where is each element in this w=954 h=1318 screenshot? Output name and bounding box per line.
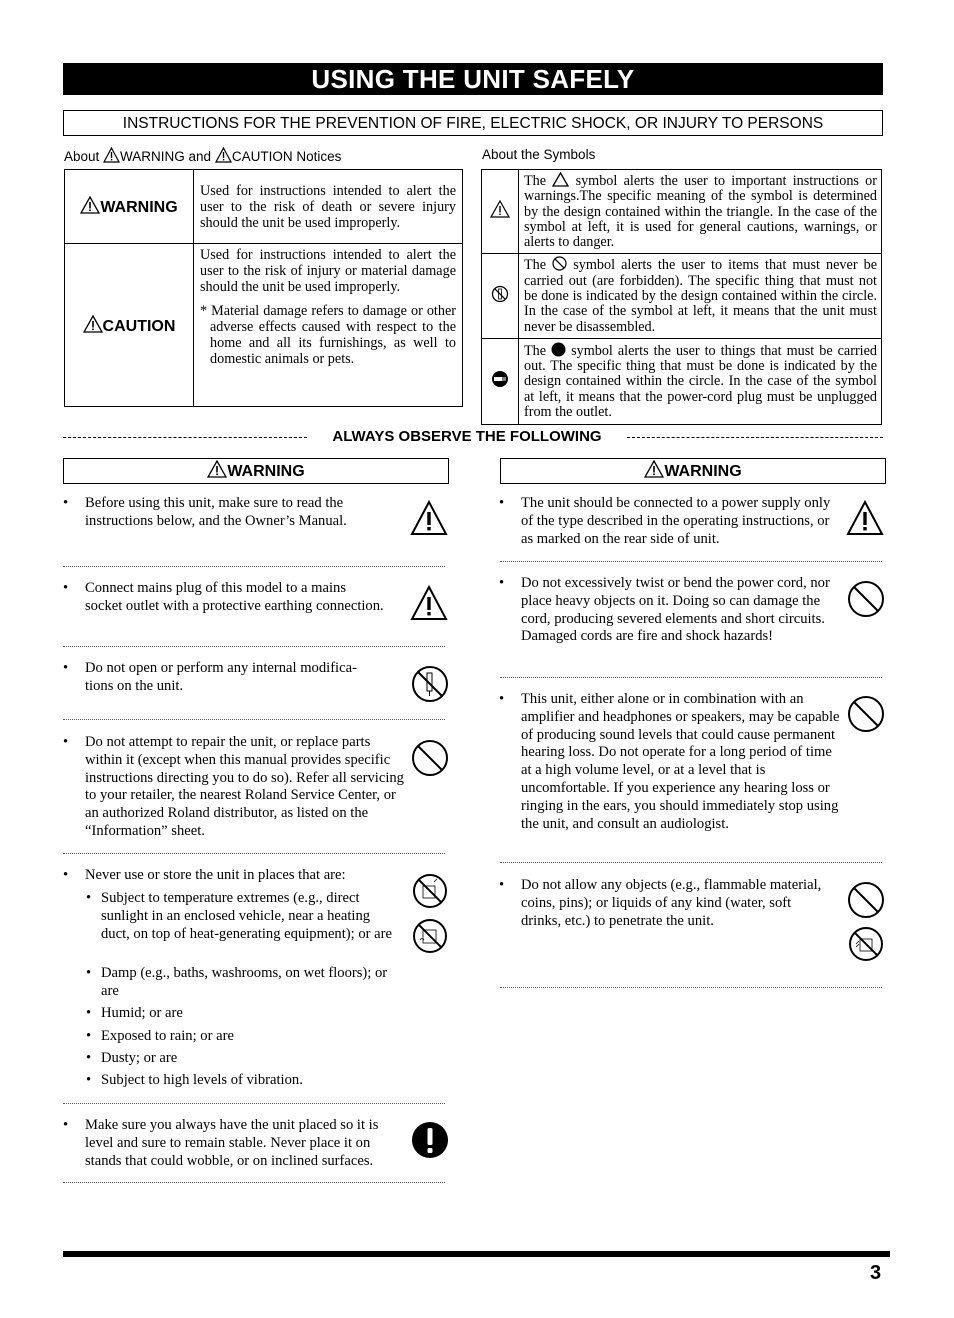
- bullet: •: [499, 691, 505, 707]
- prohibition-icon: [847, 695, 885, 733]
- dashed-rule: [63, 437, 307, 438]
- symbol-desc-prefix: The: [524, 257, 547, 274]
- left-warning-label: WARNING: [227, 463, 305, 480]
- footer-rule: [63, 1251, 890, 1257]
- bullet: •: [86, 1072, 92, 1088]
- symbol-cell-prohibit: [482, 254, 519, 338]
- left-warning-box: [63, 458, 449, 484]
- dotted-separator: [63, 719, 445, 720]
- no-disassembly-icon: [491, 285, 509, 303]
- no-water-icon: [412, 918, 448, 954]
- mandatory-exclamation-icon: [411, 1121, 449, 1159]
- bullet: •: [63, 580, 69, 596]
- filled-circle-icon: [551, 342, 566, 357]
- symbol-cell-mandatory: [482, 338, 519, 424]
- notices-heading-caution: CAUTION Notices: [231, 149, 342, 164]
- dotted-separator: [63, 646, 445, 647]
- list-item-text: Do not allow any objects (e.g., flammable material, coins, pins); or liquids of any kind (water, soft drinks, etc.) to penetrate the unit.: [521, 877, 822, 929]
- dashed-rule: [627, 437, 883, 438]
- unplug-icon: [491, 370, 509, 388]
- symbol-desc-text: symbol alerts the user to items that must never be carried out (are forbidden). The specific thing that must not be done is indicated by the design contained within the circle. In the case of the symbol at left, it means that the unit must never be disassembled.: [524, 257, 878, 335]
- bullet: •: [86, 1005, 92, 1021]
- dotted-separator: [500, 561, 882, 562]
- list-item-text: Do not excessively twist or bend the power cord, nor place heavy objects on it. Doing so can damage the cord, producing severed elements and short circuits. Damaged cords are fire and shock hazards!: [521, 575, 830, 645]
- page-title: USING THE UNIT SAFELY: [63, 63, 883, 95]
- caution-description: Used for instructions intended to alert the user to the risk of injury or material damage should the unit be used improperly.: [200, 247, 456, 295]
- bullet: •: [63, 660, 69, 676]
- alert-triangle-icon: [490, 200, 510, 218]
- list-item-text: Never use or store the unit in places that are:: [85, 867, 346, 883]
- warning-triangle-icon: [207, 460, 227, 478]
- right-warning-label: WARNING: [664, 463, 742, 480]
- sublist-item-text: Humid; or are: [101, 1005, 183, 1021]
- dotted-separator: [63, 566, 445, 567]
- dotted-separator: [500, 862, 882, 863]
- bullet: •: [86, 890, 92, 906]
- observe-heading: ALWAYS OBSERVE THE FOLLOWING: [317, 428, 617, 445]
- observe-divider: [63, 428, 883, 446]
- caution-label: CAUTION: [102, 317, 176, 335]
- symbol-desc-prefix: The: [524, 342, 547, 359]
- bullet: •: [63, 1117, 69, 1133]
- section-subtitle: INSTRUCTIONS FOR THE PREVENTION OF FIRE, ELECTRIC SHOCK, OR INJURY TO PERSONS: [63, 110, 883, 136]
- caution-note: * Material damage refers to damage or other adverse effects caused with respect to the home and all its furnishings, as well to domestic animals or pets.: [200, 303, 456, 367]
- warning-triangle-icon: [215, 147, 232, 163]
- warning-triangle-icon: [103, 147, 120, 163]
- no-liquids-icon: [848, 926, 884, 962]
- page-number: 3: [870, 1262, 882, 1284]
- caution-label-cell: [65, 244, 194, 407]
- prohibition-icon: [411, 739, 449, 777]
- bullet: •: [86, 965, 92, 981]
- caution-triangle-icon: [83, 315, 103, 333]
- bullet: •: [499, 495, 505, 511]
- list-item-text: Connect mains plug of this model to a mains socket outlet with a protective earthing connection.: [85, 580, 384, 614]
- prohibition-icon: [552, 256, 567, 271]
- bullet: •: [86, 1028, 92, 1044]
- symbols-table: [481, 169, 882, 425]
- dotted-separator: [500, 987, 882, 988]
- dotted-separator: [63, 853, 445, 854]
- right-warning-box: [500, 458, 886, 484]
- no-heat-icon: [412, 873, 448, 909]
- sublist-item-text: Damp (e.g., baths, washrooms, on wet floors); or are: [101, 965, 388, 999]
- warning-triangle-icon: [644, 460, 664, 478]
- bullet: •: [86, 1050, 92, 1066]
- warning-triangle-icon: [80, 196, 100, 214]
- symbol-desc-prefix: The: [524, 173, 547, 189]
- symbol-cell-triangle: [482, 170, 519, 254]
- sublist-item-text: Exposed to rain; or are: [101, 1028, 234, 1044]
- warning-triangle-icon: [846, 500, 884, 536]
- symbol-desc-prohibit: [519, 254, 882, 338]
- bullet: •: [499, 877, 505, 893]
- prohibition-icon: [847, 580, 885, 618]
- dotted-separator: [500, 677, 882, 678]
- notices-heading-warning: WARNING and: [120, 149, 212, 164]
- symbol-desc-text: symbol alerts the user to things that must be carried out. The specific thing that must be done is indicated by the design contained within the circle. In the case of the symbol at left, it means that the power-cord plug must be unplugged from the outlet.: [524, 342, 878, 420]
- notices-table: [64, 169, 463, 407]
- bullet: •: [63, 867, 69, 883]
- warning-label: WARNING: [100, 199, 178, 216]
- symbol-desc-mandatory: [519, 338, 882, 424]
- bullet: •: [63, 734, 69, 750]
- symbol-desc-triangle: [519, 170, 882, 254]
- list-item-text: The unit should be connected to a power supply only of the type described in the operating instructions, or as marked on the rear side of unit.: [521, 495, 831, 547]
- triangle-icon: [552, 172, 569, 187]
- list-item-text: Do not attempt to repair the unit, or replace parts within it (except when this manual provides specific instructions directing you to do so). Refer all servicing to your retailer, the nearest Roland Service Center, or an authorized Roland distributor, as listed on the “Information” sheet.: [85, 734, 404, 839]
- prohibition-icon: [847, 881, 885, 919]
- dotted-separator: [63, 1103, 445, 1104]
- symbols-heading: About the Symbols: [482, 147, 596, 162]
- warning-triangle-icon: [410, 500, 448, 536]
- warning-label-cell: [65, 170, 194, 244]
- list-item-text: This unit, either alone or in combination with an amplifier and headphones or speakers, may be capable of producing sound levels that could cause permanent hearing loss. Do not operate for a long period of time at a high volume level, or at a level that is uncomfortable. If you experience any hearing loss or ringing in the ears, you should immediately stop using the unit, and consult an audiologist.: [521, 691, 840, 832]
- warning-description: Used for instructions intended to alert the user to the risk of death or severe injury should the unit be used improperly.: [194, 170, 463, 244]
- sublist-item-text: Dusty; or are: [101, 1050, 178, 1066]
- list-item-text: Before using this unit, make sure to read the instructions below, and the Owner’s Manual.: [85, 495, 347, 529]
- warning-triangle-icon: [410, 585, 448, 621]
- no-disassembly-icon: [411, 665, 449, 703]
- sublist-item-text: Subject to temperature extremes (e.g., direct sunlight in an enclosed vehicle, near a heating duct, on top of heat-generating equipment); or are: [101, 890, 392, 942]
- list-item-text: Do not open or perform any internal modifica- tions on the unit.: [85, 660, 357, 694]
- bullet: •: [63, 495, 69, 511]
- list-item-text: Make sure you always have the unit placed so it is level and sure to remain stable. Never place it on stands that could wobble, or on inclined surfaces.: [85, 1117, 379, 1169]
- dotted-separator: [63, 1182, 445, 1183]
- symbol-desc-text: symbol alerts the user to important instructions or warnings.The specific meaning of the symbol is determined by the design contained within the triangle. In the case of the symbol at left, it is used for general cautions, warnings, or alerts to danger.: [524, 173, 877, 251]
- bullet: •: [499, 575, 505, 591]
- notices-heading-about: About: [64, 149, 100, 164]
- sublist-item-text: Subject to high levels of vibration.: [101, 1072, 303, 1088]
- notices-heading: [64, 147, 341, 164]
